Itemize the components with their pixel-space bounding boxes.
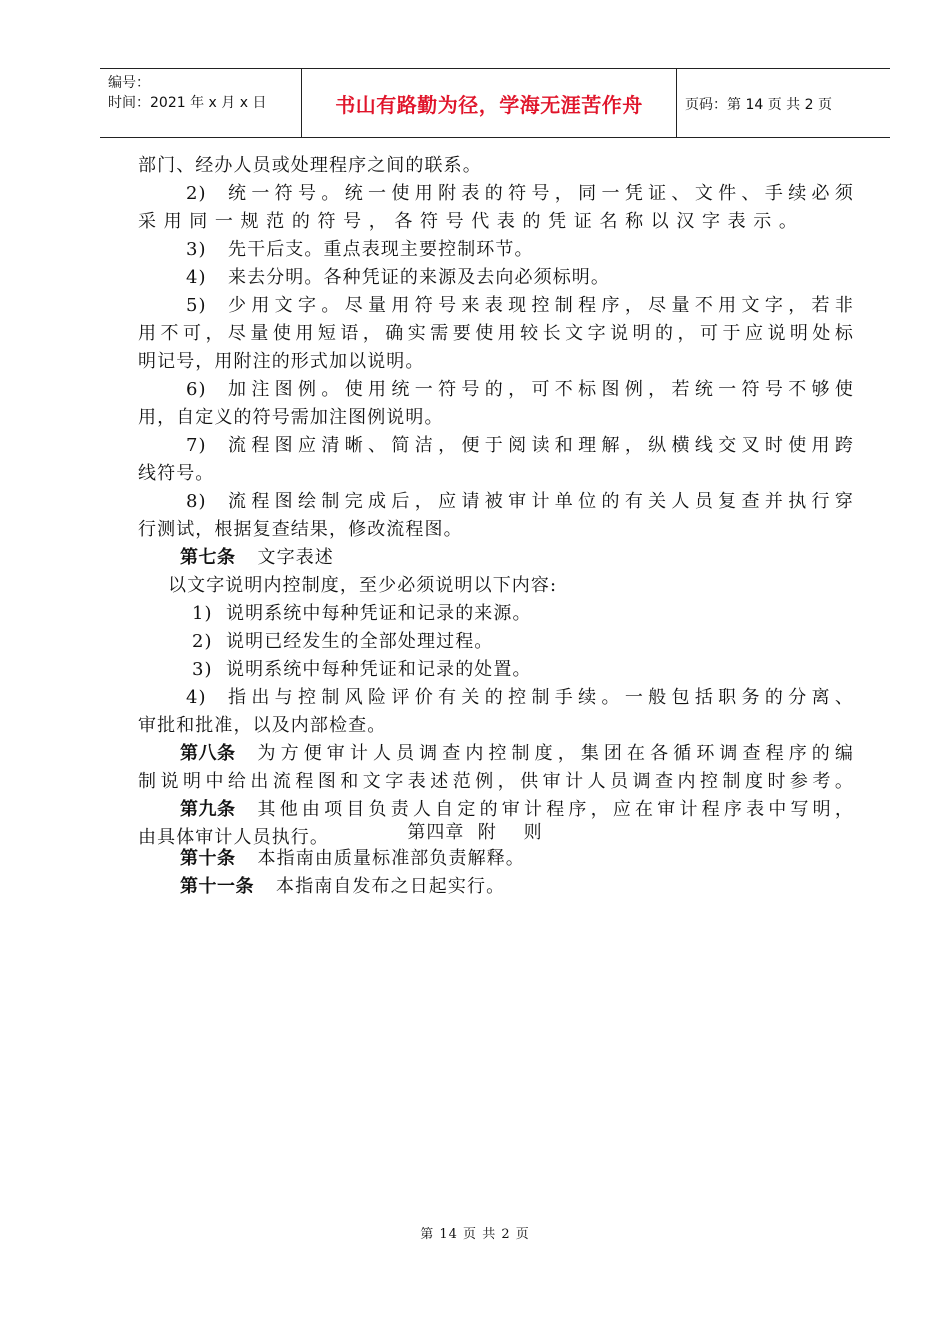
article-label: 第八条 [180, 743, 236, 764]
list-item [138, 656, 854, 684]
page-footer: 第 14 页 共 2 页 [420, 1227, 530, 1242]
header-page-info: 页码：第 14 页 共 2 页 [685, 97, 832, 113]
list-number: 6) [186, 379, 207, 400]
article-text: 本指南由质量标准部负责解释。 [257, 848, 525, 869]
document-closing [138, 845, 854, 901]
list-text: 说明系统中每种凭证和记录的处置。 [226, 659, 532, 680]
list-item [138, 488, 854, 516]
article-text: 本指南自发布之日起实行。 [276, 876, 506, 897]
list-text: 先干后支。重点表现主要控制环节。 [228, 239, 534, 260]
list-item [138, 628, 854, 656]
list-text: 来去分明。各种凭证的来源及去向必须标明。 [228, 267, 610, 288]
article-label: 第十条 [180, 848, 236, 869]
list-text: 说明系统中每种凭证和记录的来源。 [226, 603, 532, 624]
header-divider [676, 69, 677, 137]
paragraph-line: 用，自定义的符号需加注图例说明。 [138, 407, 444, 428]
list-item [138, 432, 854, 460]
article-heading [138, 544, 854, 572]
header-meta [108, 73, 266, 113]
list-item [138, 180, 854, 208]
time-label: 时间：2021 年 x 月 x 日 [108, 95, 267, 111]
paragraph-line: 用不可，尽量使用短语，确实需要使用较长文字说明的，可于应说明处标 [138, 323, 854, 344]
header-divider [301, 69, 302, 137]
article-paragraph [138, 845, 854, 873]
paragraph-line: 行测试，根据复查结果，修改流程图。 [138, 519, 463, 540]
list-number: 4) [186, 687, 207, 708]
paragraph-line [138, 572, 854, 600]
paragraph-text: 以文字说明内控制度，至少必须说明以下内容: [168, 575, 558, 596]
list-number: 3) [186, 239, 207, 260]
article-paragraph [138, 740, 854, 768]
paragraph-line: 线符号。 [138, 463, 215, 484]
chapter-title: 第四章 附 则 [407, 822, 543, 843]
paragraph-line: 由具体审计人员执行。 [138, 827, 329, 848]
article-text: 为方便审计人员调查内控制度，集团在各循环调查程序的编 [257, 743, 854, 764]
list-text: 少用文字。尽量用符号来表现控制程序，尽量不用文字，若非 [228, 295, 854, 316]
paragraph-line: 采用同一规范的符号，各符号代表的凭证名称以汉字表示。 [138, 211, 798, 232]
list-item [138, 376, 854, 404]
list-item [138, 600, 854, 628]
list-text: 统一符号。统一使用附表的符号，同一凭证、文件、手续必须 [228, 183, 854, 204]
list-item [138, 292, 854, 320]
list-number: 7) [186, 435, 207, 456]
article-title: 文字表述 [257, 547, 334, 568]
list-number: 2) [186, 183, 207, 204]
list-number: 8) [186, 491, 207, 512]
list-text: 说明已经发生的全部处理过程。 [226, 631, 494, 652]
list-text: 加注图例。使用统一符号的，可不标图例，若统一符号不够使 [228, 379, 854, 400]
paragraph-line: 明记号，用附注的形式加以说明。 [138, 351, 425, 372]
list-number: 2) [192, 631, 213, 652]
article-text: 其他由项目负责人自定的审计程序，应在审计程序表中写明， [257, 799, 854, 820]
list-text: 流程图应清晰、简洁，便于阅读和理解，纵横线交叉时使用跨 [228, 435, 854, 456]
paragraph-line: 制说明中给出流程图和文字表述范例，供审计人员调查内控制度时参考。 [138, 771, 854, 792]
page-header [100, 68, 890, 138]
article-label: 第九条 [180, 799, 236, 820]
list-item [138, 684, 854, 712]
header-motto: 书山有路勤为径，学海无涯苦作舟 [335, 93, 643, 117]
list-number: 1) [192, 603, 213, 624]
article-paragraph [138, 873, 854, 901]
paragraph-line: 部门、经办人员或处理程序之间的联系。 [138, 155, 482, 176]
list-item [138, 236, 854, 264]
number-label: 编号： [108, 75, 150, 91]
article-label: 第七条 [180, 547, 236, 568]
list-text: 流程图绘制完成后，应请被审计单位的有关人员复查并执行穿 [228, 491, 854, 512]
document-body [138, 152, 854, 852]
list-number: 3) [192, 659, 213, 680]
paragraph-line: 审批和批准，以及内部检查。 [138, 715, 387, 736]
list-item [138, 264, 854, 292]
list-text: 指出与控制风险评价有关的控制手续。一般包括职务的分离、 [228, 687, 854, 708]
list-number: 5) [186, 295, 207, 316]
list-number: 4) [186, 267, 207, 288]
article-label: 第十一条 [180, 876, 254, 897]
